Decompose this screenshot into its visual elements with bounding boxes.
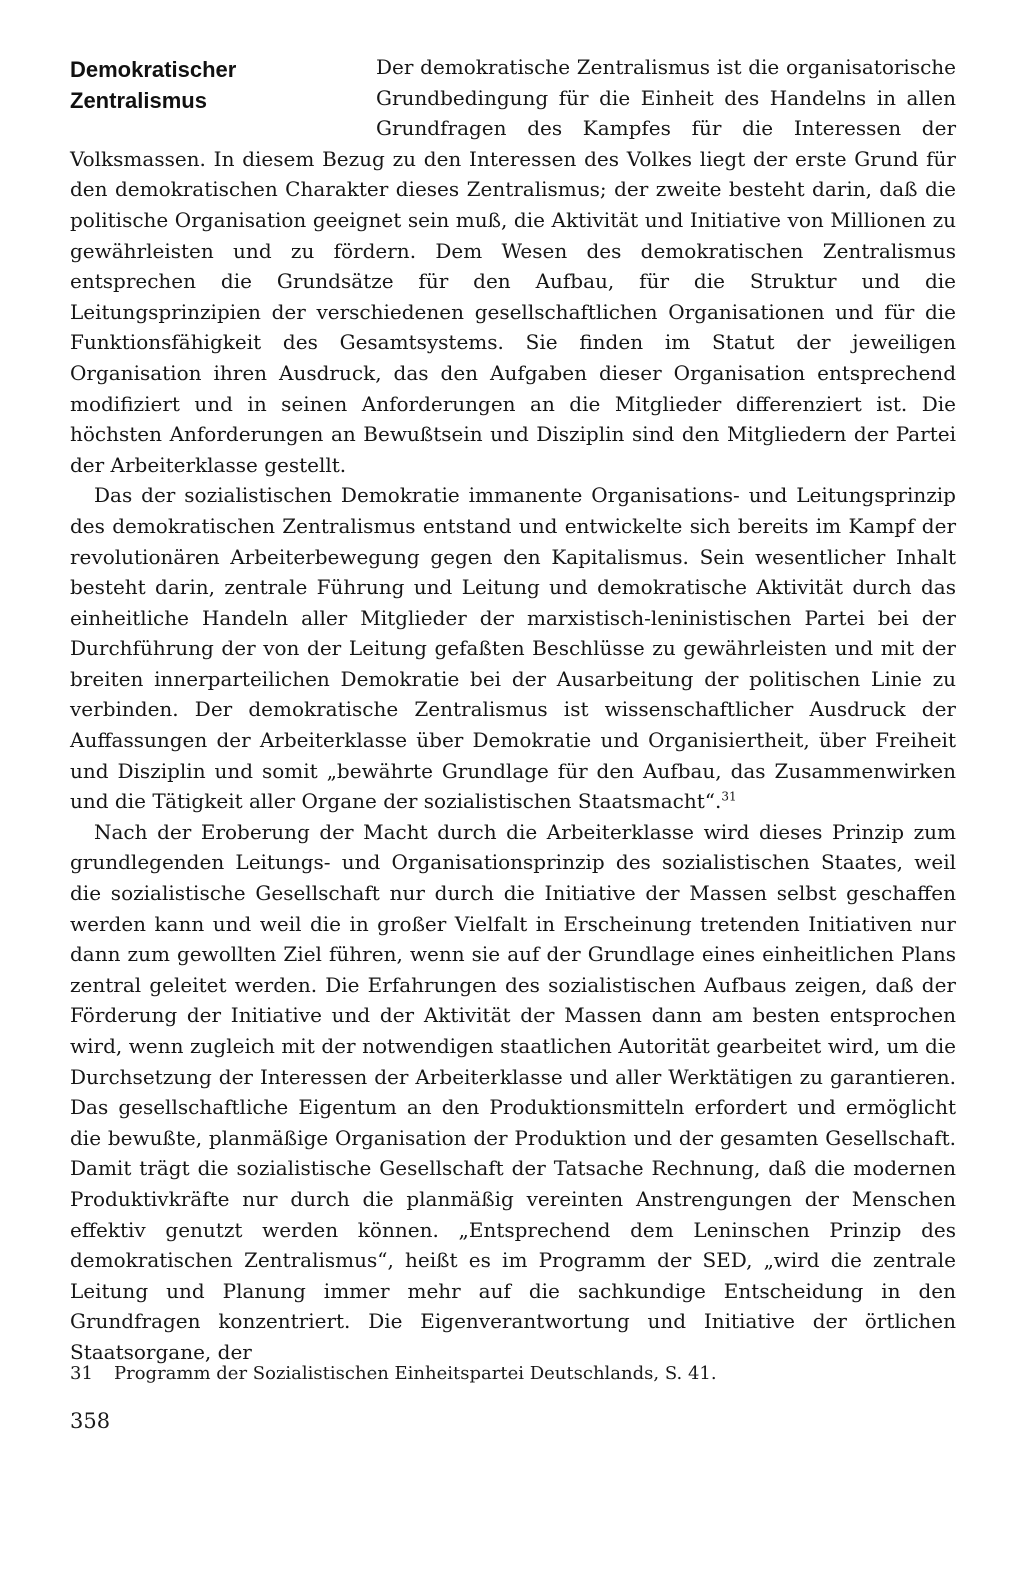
paragraph-2-text: Das der sozialistischen Demokratie immanente Organisations- und Leitungsprinzip des demokratischen Zentralismus entstand und entwickelte sich bereits im Kampf der revolutionären Arbeiterbewegung gegen den Kapitalismus. Sein wesentlicher Inhalt besteht darin, zentrale Führung und Leitung und demokratische Aktivität durch das einheitliche Handeln aller Mitglieder der marxistisch-leninistischen Partei bei der Durchführung der von der Leitung gefaßten Beschlüsse zu gewährleisten und mit der breiten innerparteilichen Demokratie bei der Ausarbeitung der politischen Linie zu verbinden. Der demokratische Zentralismus ist wissenschaftlicher Ausdruck der Auffassungen der Arbeiterklasse über Demokratie und Organisiertheit, über Freiheit und Disziplin und somit „bewährte Grundlage für den Aufbau, das Zusammenwirken und die Tätigkeit aller Organe der sozialistischen Staatsmacht“. [70,483,956,814]
section-heading-line-1: Demokratischer [70,57,237,82]
section-heading [70,52,370,116]
footnote-text: Programm der Sozialistischen Einheitspartei Deutschlands, S. 41. [114,1363,717,1384]
paragraph-2 [70,480,956,817]
paragraph-3: Nach der Eroberung der Macht durch die Arbeiterklasse wird dieses Prinzip zum grundlegenden Leitungs- und Organisationsprinzip des sozialistischen Staates, weil die sozialistische Gesellschaft nur durch die Initiative der Massen selbst geschaffen werden kann und weil die in großer Vielfalt in Erscheinung tretenden Initiativen nur dann zum gewollten Ziel führen, wenn sie auf der Grundlage eines einheitlichen Plans zentral geleitet werden. Die Erfahrungen des sozialistischen Aufbaus zeigen, daß der Förderung der Initiative und der Aktivität der Massen dann am besten entsprochen wird, wenn zugleich mit der notwendigen staatlichen Autorität gearbeitet wird, um die Durchsetzung der Interessen der Arbeiterklasse und aller Werktätigen zu garantieren. Das gesellschaftliche Eigentum an den Produktionsmitteln erfordert und ermöglicht die bewußte, planmäßige Organisation der Produktion und der gesamten Gesellschaft. Damit trägt die sozialistische Gesellschaft der Tatsache Rechnung, daß die modernen Produktivkräfte nur durch die planmäßig vereinten Anstrengungen der Menschen effektiv genutzt werden können. „Entsprechend dem Leninschen Prinzip des demokratischen Zentralismus“, heißt es im Programm der SED, „wird die zentrale Leitung und Planung immer mehr auf die sachkundige Entscheidung in den Grundfragen konzentriert. Die Eigenverantwortung und Initiative der örtlichen Staatsorgane, der [70,819,956,1364]
footnote [70,1361,956,1387]
section-heading-line-2: Zentralismus [70,87,207,113]
page-body [70,52,956,1368]
paragraph-1: Der demokratische Zentralismus ist die organisatorische Grundbedingung für die Einheit des Handelns in allen Grundfragen des Kampfes für die Interessen der Volksmassen. In diesem Bezug zu den Interessen des Volkes liegt der erste Grund für den demokratischen Charakter dieses Zentralismus; der zweite besteht darin, daß die politische Organisation geeignet sein muß, die Aktivität und Initiative von Millionen zu gewährleisten und zu fördern. Dem Wesen des demokratischen Zentralismus entsprechen die Grundsätze für den Aufbau, für die Struktur und die Leitungsprinzipien der verschiedenen gesellschaftlichen Organisationen und für die Funktionsfähigkeit des Gesamtsystems. Sie finden im Statut der jeweiligen Organisation ihren Ausdruck, das den Aufgaben dieser Organisation entsprechend modifiziert und in seinen Anforderungen an die Mitglieder differenziert ist. Die höchsten Anforderungen an Bewußtsein und Disziplin sind den Mitgliedern der Partei der Arbeiterklasse gestellt. [70,55,956,477]
footnote-reference: 31 [721,789,737,804]
footnote-number: 31 [70,1363,93,1384]
page-number: 358 [70,1409,111,1433]
